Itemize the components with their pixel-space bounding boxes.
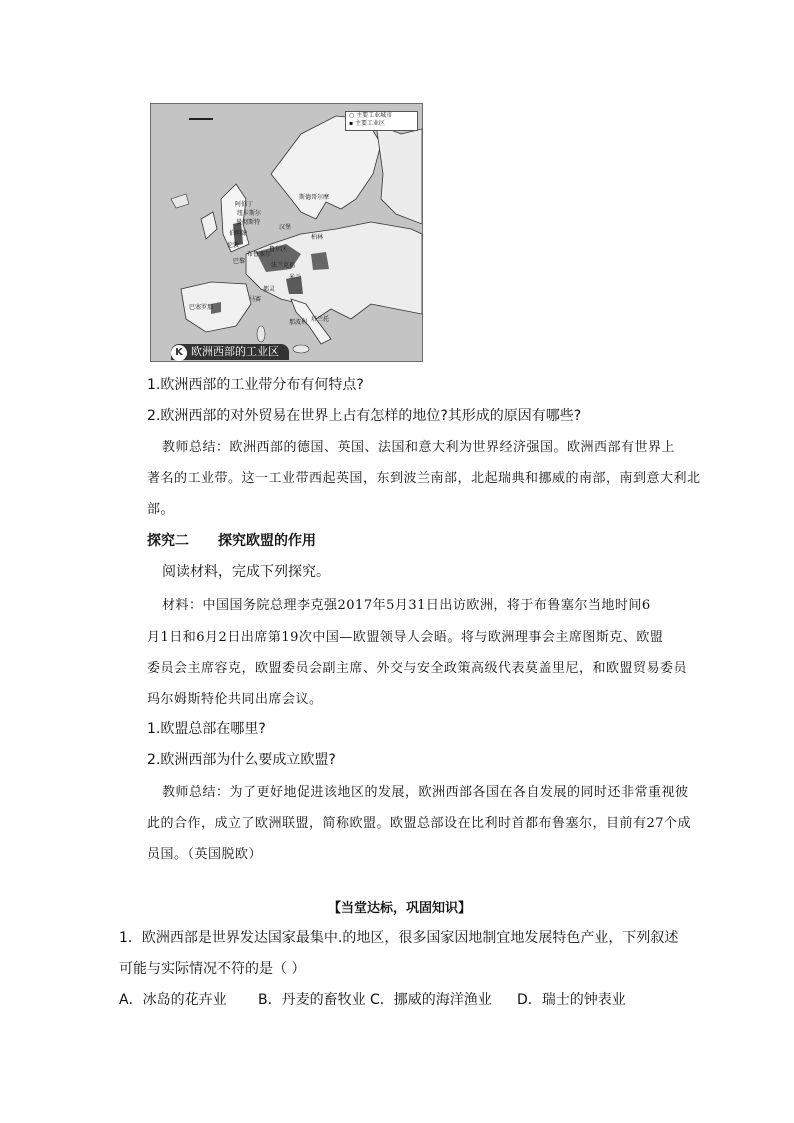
map-label: 阿伯丁 [235, 201, 254, 208]
question-eu-2: 2.欧洲西部为什么要成立欧盟? [147, 752, 336, 768]
map-label: 伯明翰 [229, 230, 248, 237]
practice-question-line: 可能与实际情况不符的是（ ） [119, 961, 306, 977]
option-a: A．冰岛的花卉业 [119, 992, 227, 1008]
section2-number: 探究二 [147, 533, 189, 549]
material-line: 玛尔姆斯特伦共同出席会议。 [147, 692, 323, 707]
map-label: 那波利 [289, 319, 308, 326]
map-label: 纽卡斯尔 [237, 210, 262, 217]
summary2-line: 此的合作，成立了欧洲联盟，简称欧盟。欧盟总部设在比利时首都布鲁塞尔，目前有27个成 [147, 816, 692, 831]
practice-heading: 【当堂达标，巩固知识】 [328, 901, 472, 916]
material-line: 材料：中国国务院总理李克强2017年5月31日出访欧洲，将于布鲁塞尔当地时间6 [162, 598, 651, 613]
map-caption [171, 344, 289, 360]
summary1-line: 著名的工业带。这一工业带西起英国，东到波兰南部，北起瑞典和挪威的南部，南到意大利北 [147, 471, 701, 486]
material-line: 月1日和6月2日出席第19次中国—欧盟领导人会晤。将与欧洲理事会主席图斯克、欧盟 [147, 630, 664, 645]
map-graphic [151, 104, 422, 361]
europe-industry-map [150, 103, 423, 362]
map-label: 汉堡 [279, 224, 292, 231]
map-label: 巴塞罗那 [189, 304, 214, 311]
summary2-line: 教师总结：为了更好地促进该地区的发展，欧洲西部各国在各自发展的同时还非常重视彼 [162, 785, 689, 800]
map-label: 曼彻斯特 [236, 219, 261, 226]
practice-question-line: 1．欧洲西部是世界发达国家最集中.的地区，很多国家因地制宜地发展特色产业，下列叙述 [119, 930, 679, 946]
option-b: B．丹麦的畜牧业 [258, 992, 366, 1008]
map-label: 马赛 [249, 296, 262, 303]
section2-title: 探究欧盟的作用 [218, 533, 316, 549]
map-label: 斯德哥尔摩 [299, 194, 330, 201]
map-label: 米兰 [289, 274, 302, 281]
summary1-line: 教师总结：欧洲西部的德国、英国、法国和意大利为世界经济强国。欧洲西部有世界上 [162, 440, 676, 455]
map-label: 都灵 [263, 286, 276, 293]
map-label: 伦敦 [227, 242, 240, 249]
read-instruction: 阅读材料，完成下列探究。 [162, 564, 330, 580]
legend-city: ○ 主要工业城市 [349, 112, 393, 119]
option-c: C．挪威的海洋渔业 [370, 992, 492, 1008]
summary2-line: 员国。（英国脱欧） [147, 847, 263, 862]
map-label: 柏林 [311, 234, 324, 241]
question-1: 1.欧洲西部的工业带分布有何特点? [147, 377, 364, 393]
summary1-line: 部。 [147, 502, 175, 517]
map-label: 鲁尔区 [269, 246, 288, 253]
map-legend [345, 111, 418, 131]
question-2: 2.欧洲西部的对外贸易在世界上占有怎样的地位?其形成的原因有哪些? [147, 408, 582, 424]
map-label: 巴黎 [233, 258, 246, 265]
option-d: D．瑞士的钟表业 [517, 992, 626, 1008]
map-label: 塔兰托 [311, 316, 330, 323]
map-label: 法兰克福 [271, 262, 296, 269]
material-line: 委员会主席容克，欧盟委员会副主席、外交与安全政策高级代表莫盖里尼，和欧盟贸易委员 [147, 661, 688, 676]
question-eu-1: 1.欧盟总部在哪里? [147, 721, 266, 737]
caption-text: 欧洲西部的工业区 [191, 345, 279, 358]
caption-tag: K [171, 345, 187, 361]
legend-zone: ▪ 主要工业区 [349, 120, 385, 127]
map-label: 布鲁塞尔 [247, 251, 272, 258]
